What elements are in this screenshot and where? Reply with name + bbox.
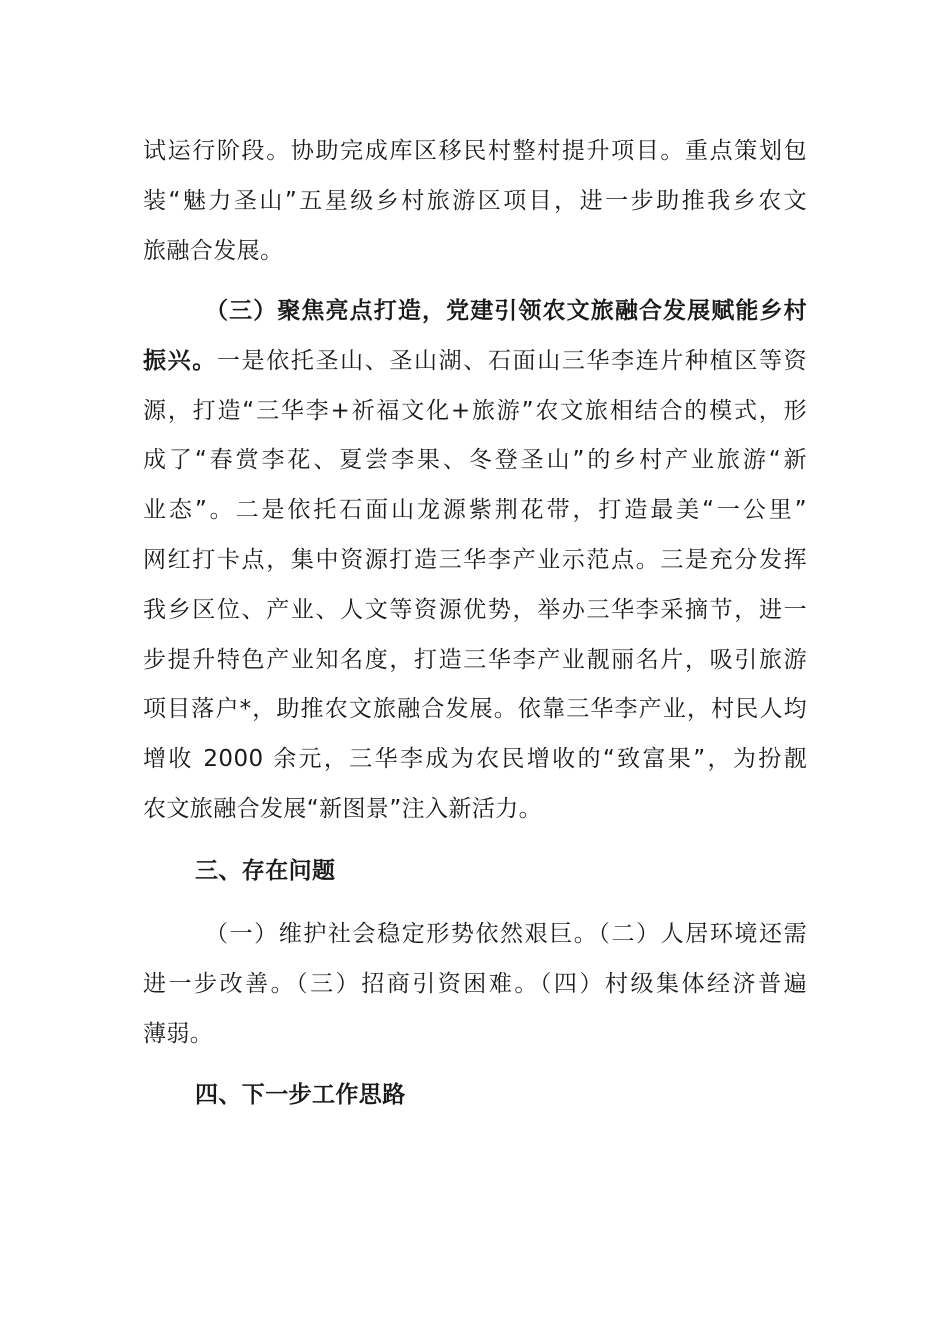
paragraph-section-three: [143, 287, 807, 835]
text-line: 源，打造“三华李+祈福文化+旅游”农文旅相结合的模式，形: [143, 397, 807, 424]
heading-next-steps: 四、下一步工作思路: [195, 1082, 406, 1108]
text-line: 我乡区位、产业、人文等资源优势，举办三华李采摘节，进一: [143, 596, 807, 623]
text-line: （一）维护社会稳定形势依然艰巨。（二）人居环境还需: [205, 921, 807, 947]
text-line: 业态”。二是依托石面山龙源紫荆花带，打造最美“一公里”: [143, 497, 807, 524]
paragraph-continuation: [143, 127, 807, 276]
text-line: 成了“春赏李花、夏尝李果、冬登圣山”的乡村产业旅游“新: [143, 447, 807, 474]
text-line: 增收 2000 余元，三华李成为农民增收的“致富果”，为扮靓: [143, 746, 807, 773]
text-line: 进一步改善。（三）招商引资困难。（四）村级集体经济普遍: [143, 970, 807, 997]
paragraph-problems: [143, 910, 807, 1059]
heading-existing-problems: 三、存在问题: [195, 858, 336, 884]
text-line-rest: 一是依托圣山、圣山湖、石面山三华李连片种植区等资: [216, 347, 807, 374]
text-line: 旅融合发展。: [143, 237, 284, 264]
section-three-bold-title: （三）聚焦亮点打造，党建引领农文旅融合发展赋能乡村: [205, 298, 807, 324]
text-line: 装“魅力圣山”五星级乡村旅游区项目，进一步助推我乡农文: [143, 187, 807, 214]
section-three-bold-title-end: 振兴。: [143, 347, 217, 374]
text-line: 项目落户*，助推农文旅融合发展。依靠三华李产业，村民人均: [143, 696, 807, 723]
text-line: 农文旅融合发展“新图景”注入新活力。: [143, 795, 543, 822]
text-line: 试运行阶段。协助完成库区移民村整村提升项目。重点策划包: [143, 138, 807, 164]
text-line: 步提升特色产业知名度，打造三华李产业靓丽名片，吸引旅游: [143, 646, 807, 673]
text-line: 薄弱。: [143, 1020, 214, 1047]
text-line: 网红打卡点，集中资源打造三华李产业示范点。三是充分发挥: [143, 546, 807, 573]
text-line: [143, 337, 807, 387]
